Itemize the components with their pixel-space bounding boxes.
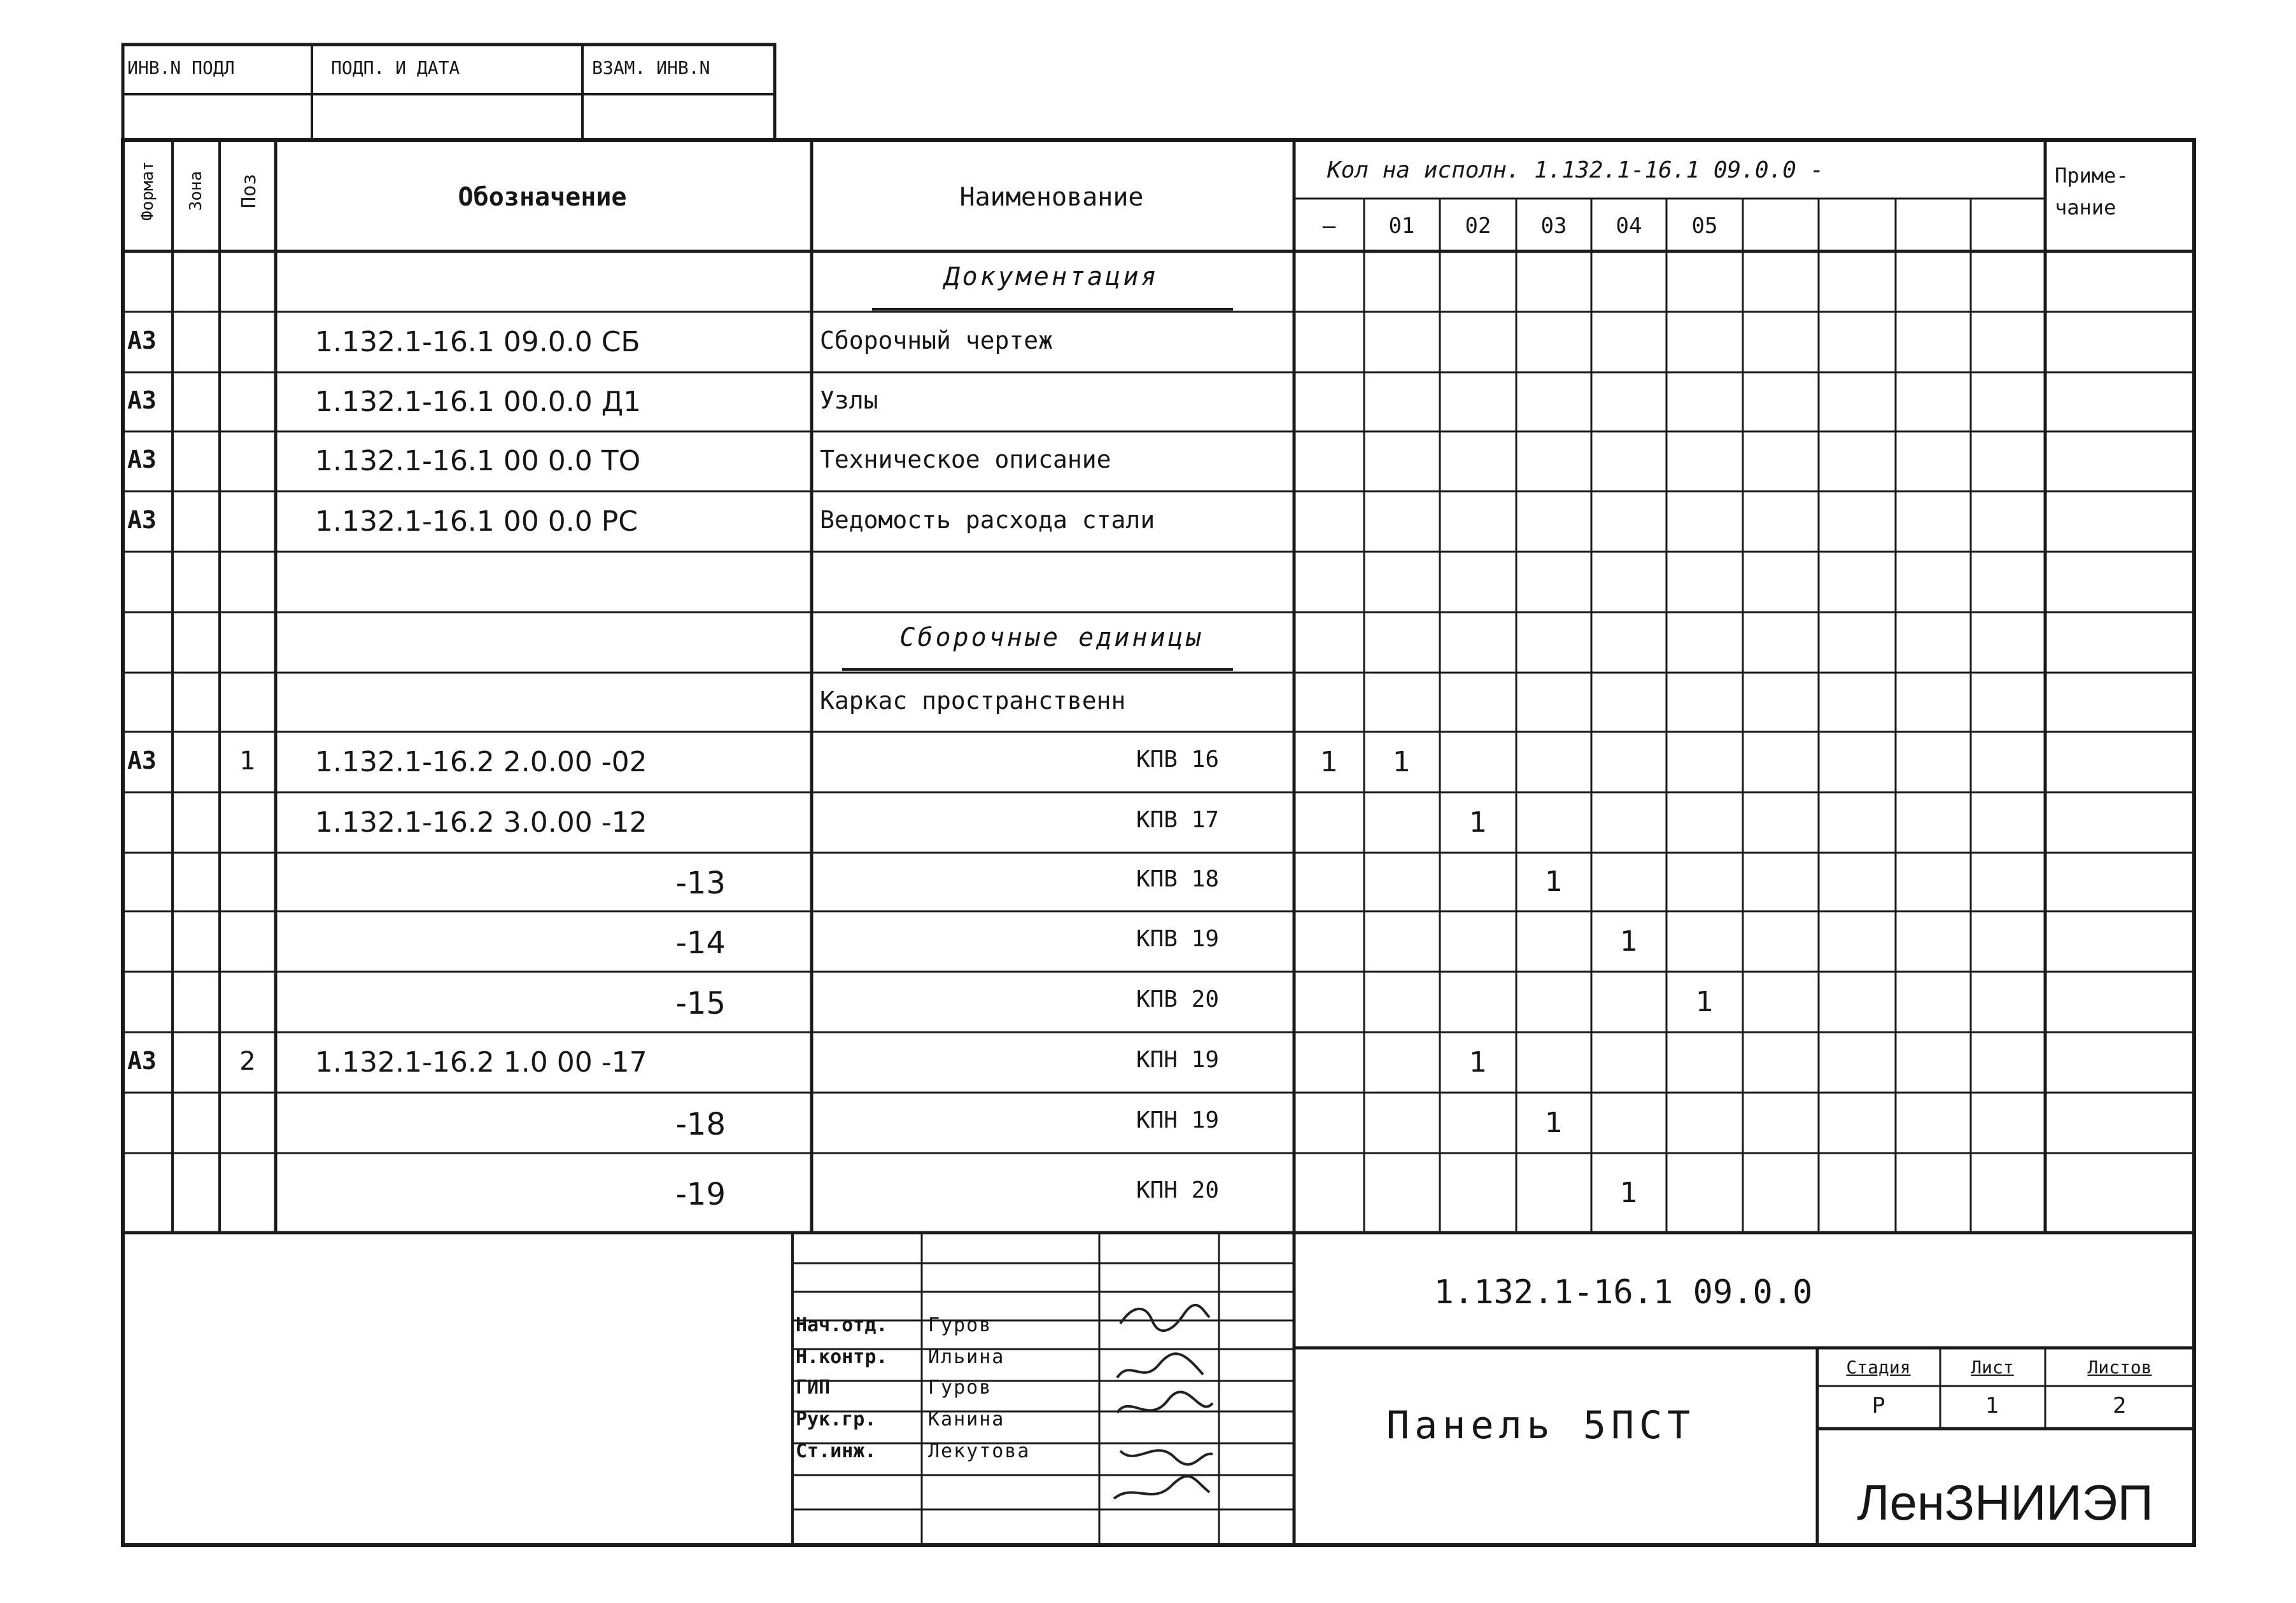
row-qty: 1 [1545, 865, 1563, 898]
row-name: КПВ 19 [1136, 926, 1219, 952]
staff-name: Ильина [928, 1346, 1005, 1368]
signature-3 [1111, 1387, 1219, 1432]
row-format: А3 [127, 1047, 157, 1075]
staff-role: ГИП [796, 1376, 831, 1399]
stage-value: Р [1871, 1393, 1885, 1418]
row-name: КПН 19 [1136, 1107, 1219, 1133]
stamp-header-vzam-inv: ВЗАМ. ИНВ.N [592, 57, 710, 78]
column-header-qty: Кол на исполн. 1.132.1-16.1 09.0.0 - [1327, 157, 1824, 183]
variant-header-05: 05 [1691, 213, 1718, 239]
sheet-label: Лист [1971, 1357, 2014, 1378]
staff-name: Гуров [928, 1314, 992, 1336]
variant-header-01: 01 [1388, 213, 1415, 239]
row-name: КПВ 17 [1136, 807, 1219, 833]
staff-name: Лекутова [928, 1440, 1031, 1462]
sheets-label: Листов [2087, 1357, 2152, 1378]
sheets-value: 2 [2113, 1393, 2127, 1418]
staff-role: Нач.отд. [796, 1314, 888, 1336]
row-name: Каркас пространственн [820, 687, 1126, 715]
column-header-name: Наименование [959, 183, 1144, 212]
row-name: КПВ 16 [1136, 746, 1219, 773]
row-designation: 1.132.1-16.2 3.0.00 -12 [315, 806, 647, 839]
signature-1 [1108, 1298, 1216, 1343]
column-header-designation: Обозначение [458, 183, 627, 212]
row-name: КПН 19 [1136, 1047, 1219, 1073]
row-section-heading: Документация [944, 262, 1159, 291]
row-name: Техническое описание [820, 445, 1111, 473]
row-name: Ведомость расхода стали [820, 506, 1155, 534]
column-header-note: Приме-чание [2055, 164, 2129, 220]
row-designation: -15 [675, 986, 726, 1021]
row-designation: 1.132.1-16.2 2.0.00 -02 [315, 746, 647, 778]
row-qty: 1 [1469, 806, 1487, 839]
signature-5 [1108, 1470, 1216, 1515]
row-qty: 1 [1320, 746, 1338, 778]
row-qty: 1 [1620, 925, 1638, 958]
sheet-value: 1 [1985, 1393, 1999, 1418]
row-designation: 1.132.1-16.1 00.0.0 Д1 [315, 386, 642, 418]
stamp-header-inv-podl: ИНВ.N ПОДЛ [127, 57, 235, 78]
variant-header-base: — [1322, 213, 1336, 239]
row-name: Узлы [820, 386, 878, 414]
staff-name: Канина [928, 1408, 1005, 1431]
row-pos: 2 [239, 1047, 256, 1076]
row-name: КПН 20 [1136, 1177, 1219, 1203]
staff-role: Н.контр. [796, 1346, 888, 1368]
row-designation: 1.132.1-16.1 00 0.0 РС [315, 505, 638, 538]
row-qty: 1 [1545, 1107, 1563, 1139]
row-designation: -18 [675, 1107, 726, 1142]
row-qty: 1 [1393, 746, 1411, 778]
row-format: А3 [127, 386, 157, 414]
row-name: КПВ 18 [1136, 866, 1219, 892]
stamp-header-podp-data: ПОДП. И ДАТА [331, 57, 460, 78]
row-qty: 1 [1620, 1177, 1638, 1209]
row-name: Сборочный чертеж [820, 326, 1053, 354]
column-header-format: Формат [138, 161, 157, 221]
row-format: А3 [127, 445, 157, 473]
staff-role: Ст.инж. [796, 1440, 877, 1462]
variant-header-03: 03 [1540, 213, 1567, 239]
row-designation: -19 [675, 1177, 726, 1212]
row-format: А3 [127, 506, 157, 534]
row-designation: 1.132.1-16.1 09.0.0 СБ [315, 326, 640, 358]
stage-label: Стадия [1846, 1357, 1911, 1378]
staff-name: Гуров [928, 1376, 992, 1399]
staff-role: Рук.гр. [796, 1408, 877, 1431]
row-designation: -13 [675, 865, 726, 901]
row-designation: -14 [675, 925, 726, 961]
variant-header-02: 02 [1465, 213, 1491, 239]
row-designation: 1.132.1-16.2 1.0 00 -17 [315, 1046, 647, 1079]
column-header-zone: Зона [187, 171, 206, 211]
drawing-title: Панель 5ПСТ [1386, 1403, 1696, 1448]
row-format: А3 [127, 746, 157, 774]
row-qty: 1 [1469, 1046, 1487, 1079]
row-designation: 1.132.1-16.1 00 0.0 ТО [315, 445, 641, 477]
organization-name: ЛенЗНИИЭП [1857, 1474, 2153, 1530]
row-qty: 1 [1696, 986, 1714, 1018]
row-pos: 1 [239, 746, 256, 776]
signature-2 [1108, 1346, 1216, 1390]
column-header-pos: Поз [238, 173, 260, 209]
row-format: А3 [127, 326, 157, 354]
row-section-heading: Сборочные единицы [899, 623, 1204, 652]
row-name: КПВ 20 [1136, 986, 1219, 1012]
variant-header-04: 04 [1616, 213, 1642, 239]
doc-number: 1.132.1-16.1 09.0.0 [1433, 1273, 1813, 1312]
